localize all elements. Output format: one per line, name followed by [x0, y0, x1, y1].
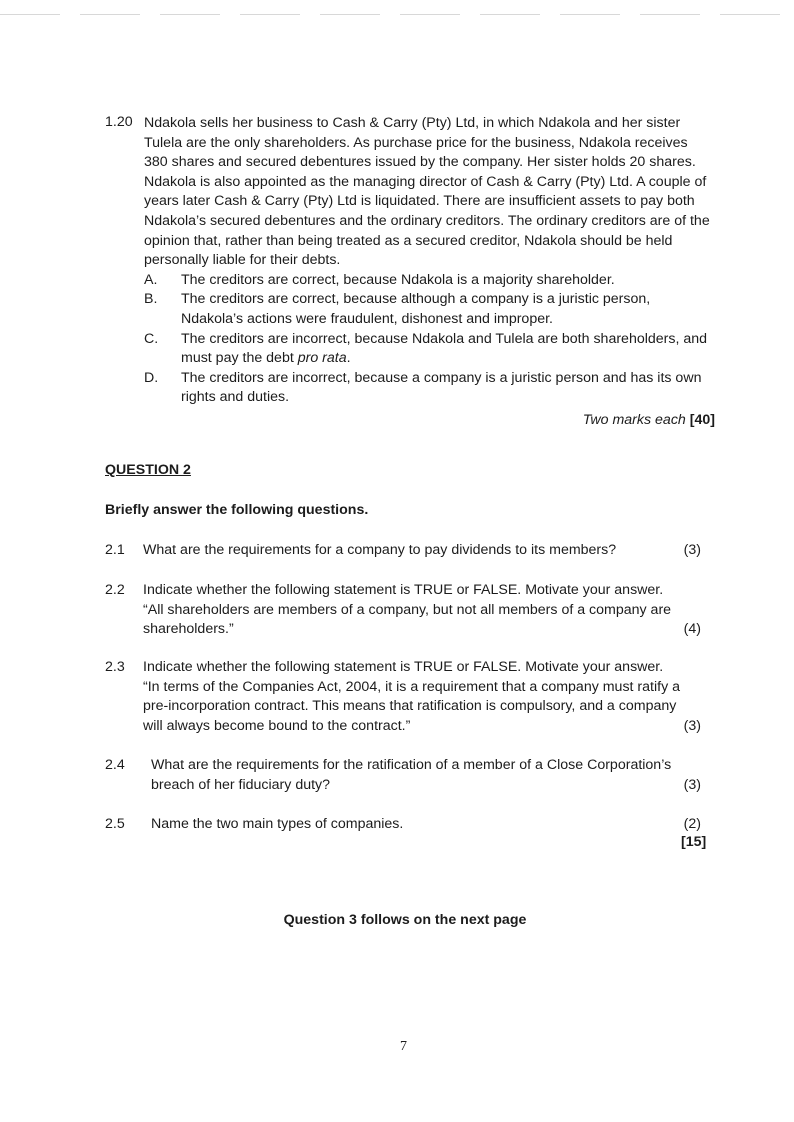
question-2-2 — [105, 581, 709, 640]
question-2-1 — [105, 541, 709, 561]
question-marks: (3) — [683, 717, 701, 734]
question-body — [151, 756, 709, 795]
option-d — [144, 369, 715, 408]
question-line: Indicate whether the following statement is TRUE or FALSE. Motivate your answer. — [143, 582, 664, 598]
question-2-instruction: Briefly answer the following questions. — [105, 502, 369, 518]
marks-note: Two marks each — [582, 411, 686, 428]
question-last-line — [143, 620, 709, 640]
question-body — [143, 581, 709, 640]
question-stem: Ndakola sells her business to Cash & Carry (Pty) Ltd, in which Ndakola and her sister Tulela are the only shareholders. As purchase price for the business, Ndakola receives 380 shares and secured debentures issued by the company. Her sister holds 20 shares. Ndakola is also appointed as the managing director of Cash & Carry (Pty) Ltd. A couple of years later Cash & Carry (Pty) Ltd is liquidated. There are insufficient assets to pay both Ndakola’s secured debentures and the ordinary creditors. The ordinary creditors are of the opinion that, rather than being treated as a secured creditor, Ndakola should be held personally liable for their debts. — [144, 115, 710, 269]
question-2-heading: QUESTION 2 — [105, 462, 191, 478]
question-body — [143, 541, 709, 561]
footer-note: Question 3 follows on the next page — [283, 912, 527, 928]
question-line: shareholders.” — [143, 621, 234, 638]
option-text: The creditors are correct, because although a company is a juristic person, Ndakola’s actions were fraudulent, dishonest and improper. — [181, 291, 651, 327]
option-letter: B. — [144, 291, 158, 308]
question-body — [151, 815, 709, 835]
question-marks: (2) — [683, 816, 701, 832]
option-a — [144, 271, 715, 291]
marks-allocation — [105, 411, 715, 431]
question-line: will always become bound to the contract.” — [143, 717, 411, 734]
marks-total: [40] — [689, 411, 715, 428]
question-text: Name the two main types of companies. — [151, 816, 404, 832]
option-text: The creditors are incorrect, because Ndakola and Tulela are both shareholders, and must pay the debt — [181, 330, 708, 367]
question-number: 2.1 — [105, 542, 125, 558]
question-number: 1.20 — [105, 114, 133, 130]
question-marks: (3) — [683, 776, 701, 793]
question-number: 2.2 — [105, 582, 125, 598]
question-text: What are the requirements for a company to pay dividends to its members? — [143, 542, 617, 558]
option-text: The creditors are incorrect, because a company is a juristic person and has its own rights and duties. — [181, 369, 702, 406]
option-letter: C. — [144, 330, 159, 347]
option-c — [144, 330, 715, 369]
option-text: The creditors are correct, because Ndakola is a majority shareholder. — [181, 271, 615, 288]
question-marks: (4) — [683, 621, 701, 638]
question-1-20 — [105, 114, 715, 431]
question-2-5 — [105, 815, 709, 835]
question-number: 2.4 — [105, 757, 125, 773]
option-text-end: . — [346, 350, 351, 367]
question-line: “In terms of the Companies Act, 2004, it is a requirement that a company must ratify a — [143, 678, 681, 695]
question-line: breach of her fiduciary duty? — [151, 776, 331, 793]
question-number: 2.3 — [105, 659, 125, 675]
question-line: “All shareholders are members of a company, but not all members of a company are — [143, 601, 672, 618]
question-2-total: [15] — [681, 834, 707, 850]
question-last-line — [143, 717, 709, 737]
question-body — [143, 658, 709, 736]
question-line: Indicate whether the following statement is TRUE or FALSE. Motivate your answer. — [143, 659, 664, 675]
option-letter: A. — [144, 271, 158, 288]
question-2-3 — [105, 658, 709, 736]
scan-edge-line — [0, 14, 794, 15]
option-letter: D. — [144, 369, 159, 386]
question-marks: (3) — [683, 542, 701, 558]
question-number: 2.5 — [105, 816, 125, 832]
option-b — [144, 290, 715, 329]
question-2-4 — [105, 756, 709, 795]
question-line: pre-incorporation contract. This means that ratification is compulsory, and a company — [143, 698, 677, 715]
option-text-italic: pro rata — [297, 350, 347, 367]
question-line: What are the requirements for the ratification of a member of a Close Corporation’s — [151, 757, 672, 773]
page-number: 7 — [400, 1039, 407, 1054]
question-last-line — [151, 776, 709, 796]
